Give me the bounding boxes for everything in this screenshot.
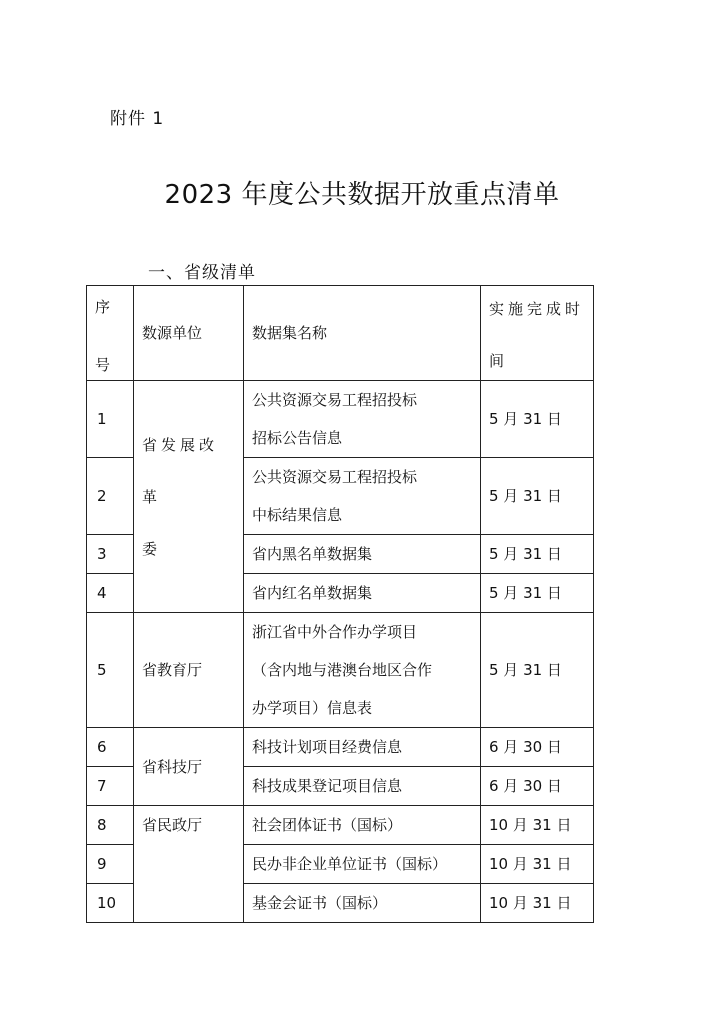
row-time: 10 月 31 日 [481,845,594,884]
row-seq: 7 [87,767,134,806]
row-seq: 10 [87,884,134,923]
dataset-line2: （含内地与港澳台地区合作 [252,661,433,679]
row-dataset [244,458,481,535]
row-dataset: 科技计划项目经费信息 [244,728,481,767]
row-time: 5 月 31 日 [481,613,594,728]
row-dataset [244,381,481,458]
header-seq-line1: 序 [95,298,111,316]
header-time-line2: 间 [489,352,505,370]
row-time: 10 月 31 日 [481,884,594,923]
dataset-line1: 浙江省中外合作办学项目 [252,623,418,641]
row-dataset: 社会团体证书（国标） [244,806,481,845]
table-row [87,613,594,728]
header-time-line1: 实施完成时 [489,300,585,318]
row-time: 6 月 30 日 [481,767,594,806]
dataset-line1: 公共资源交易工程招投标 [252,391,418,409]
row-seq: 3 [87,535,134,574]
row-dataset: 基金会证书（国标） [244,884,481,923]
page-title: 2023 年度公共数据开放重点清单 [164,180,560,210]
row-unit: 省科技厅 [134,728,244,806]
header-seq-line2: 号 [95,356,111,374]
row-dataset: 民办非企业单位证书（国标） [244,845,481,884]
row-unit: 省教育厅 [134,613,244,728]
attachment-label: 附件 1 [110,109,165,129]
row-time: 5 月 31 日 [481,574,594,613]
unit-line1: 省发展改革 [142,435,219,506]
row-unit: 省民政厅 [134,806,244,923]
row-seq: 1 [87,381,134,458]
header-time [481,286,594,381]
row-seq: 6 [87,728,134,767]
row-dataset: 科技成果登记项目信息 [244,767,481,806]
row-dataset [244,613,481,728]
table-row [87,728,594,767]
row-dataset: 省内黑名单数据集 [244,535,481,574]
row-dataset: 省内红名单数据集 [244,574,481,613]
row-seq: 5 [87,613,134,728]
row-seq: 4 [87,574,134,613]
row-unit [134,381,244,613]
table-header-row [87,286,594,381]
data-table [86,285,594,923]
header-seq [87,286,134,381]
dataset-line2: 招标公告信息 [252,429,343,447]
table-row [87,381,594,458]
unit-line2: 委 [142,539,158,558]
dataset-line2: 中标结果信息 [252,506,343,524]
header-unit: 数源单位 [134,286,244,381]
table-row [87,806,594,845]
header-dataset: 数据集名称 [244,286,481,381]
row-seq: 9 [87,845,134,884]
row-time: 10 月 31 日 [481,806,594,845]
dataset-line1: 公共资源交易工程招投标 [252,468,418,486]
dataset-line3: 办学项目）信息表 [252,699,373,717]
section-heading: 一、省级清单 [148,263,256,283]
row-seq: 2 [87,458,134,535]
row-time: 5 月 31 日 [481,381,594,458]
row-time: 5 月 31 日 [481,458,594,535]
row-time: 6 月 30 日 [481,728,594,767]
row-seq: 8 [87,806,134,845]
row-time: 5 月 31 日 [481,535,594,574]
